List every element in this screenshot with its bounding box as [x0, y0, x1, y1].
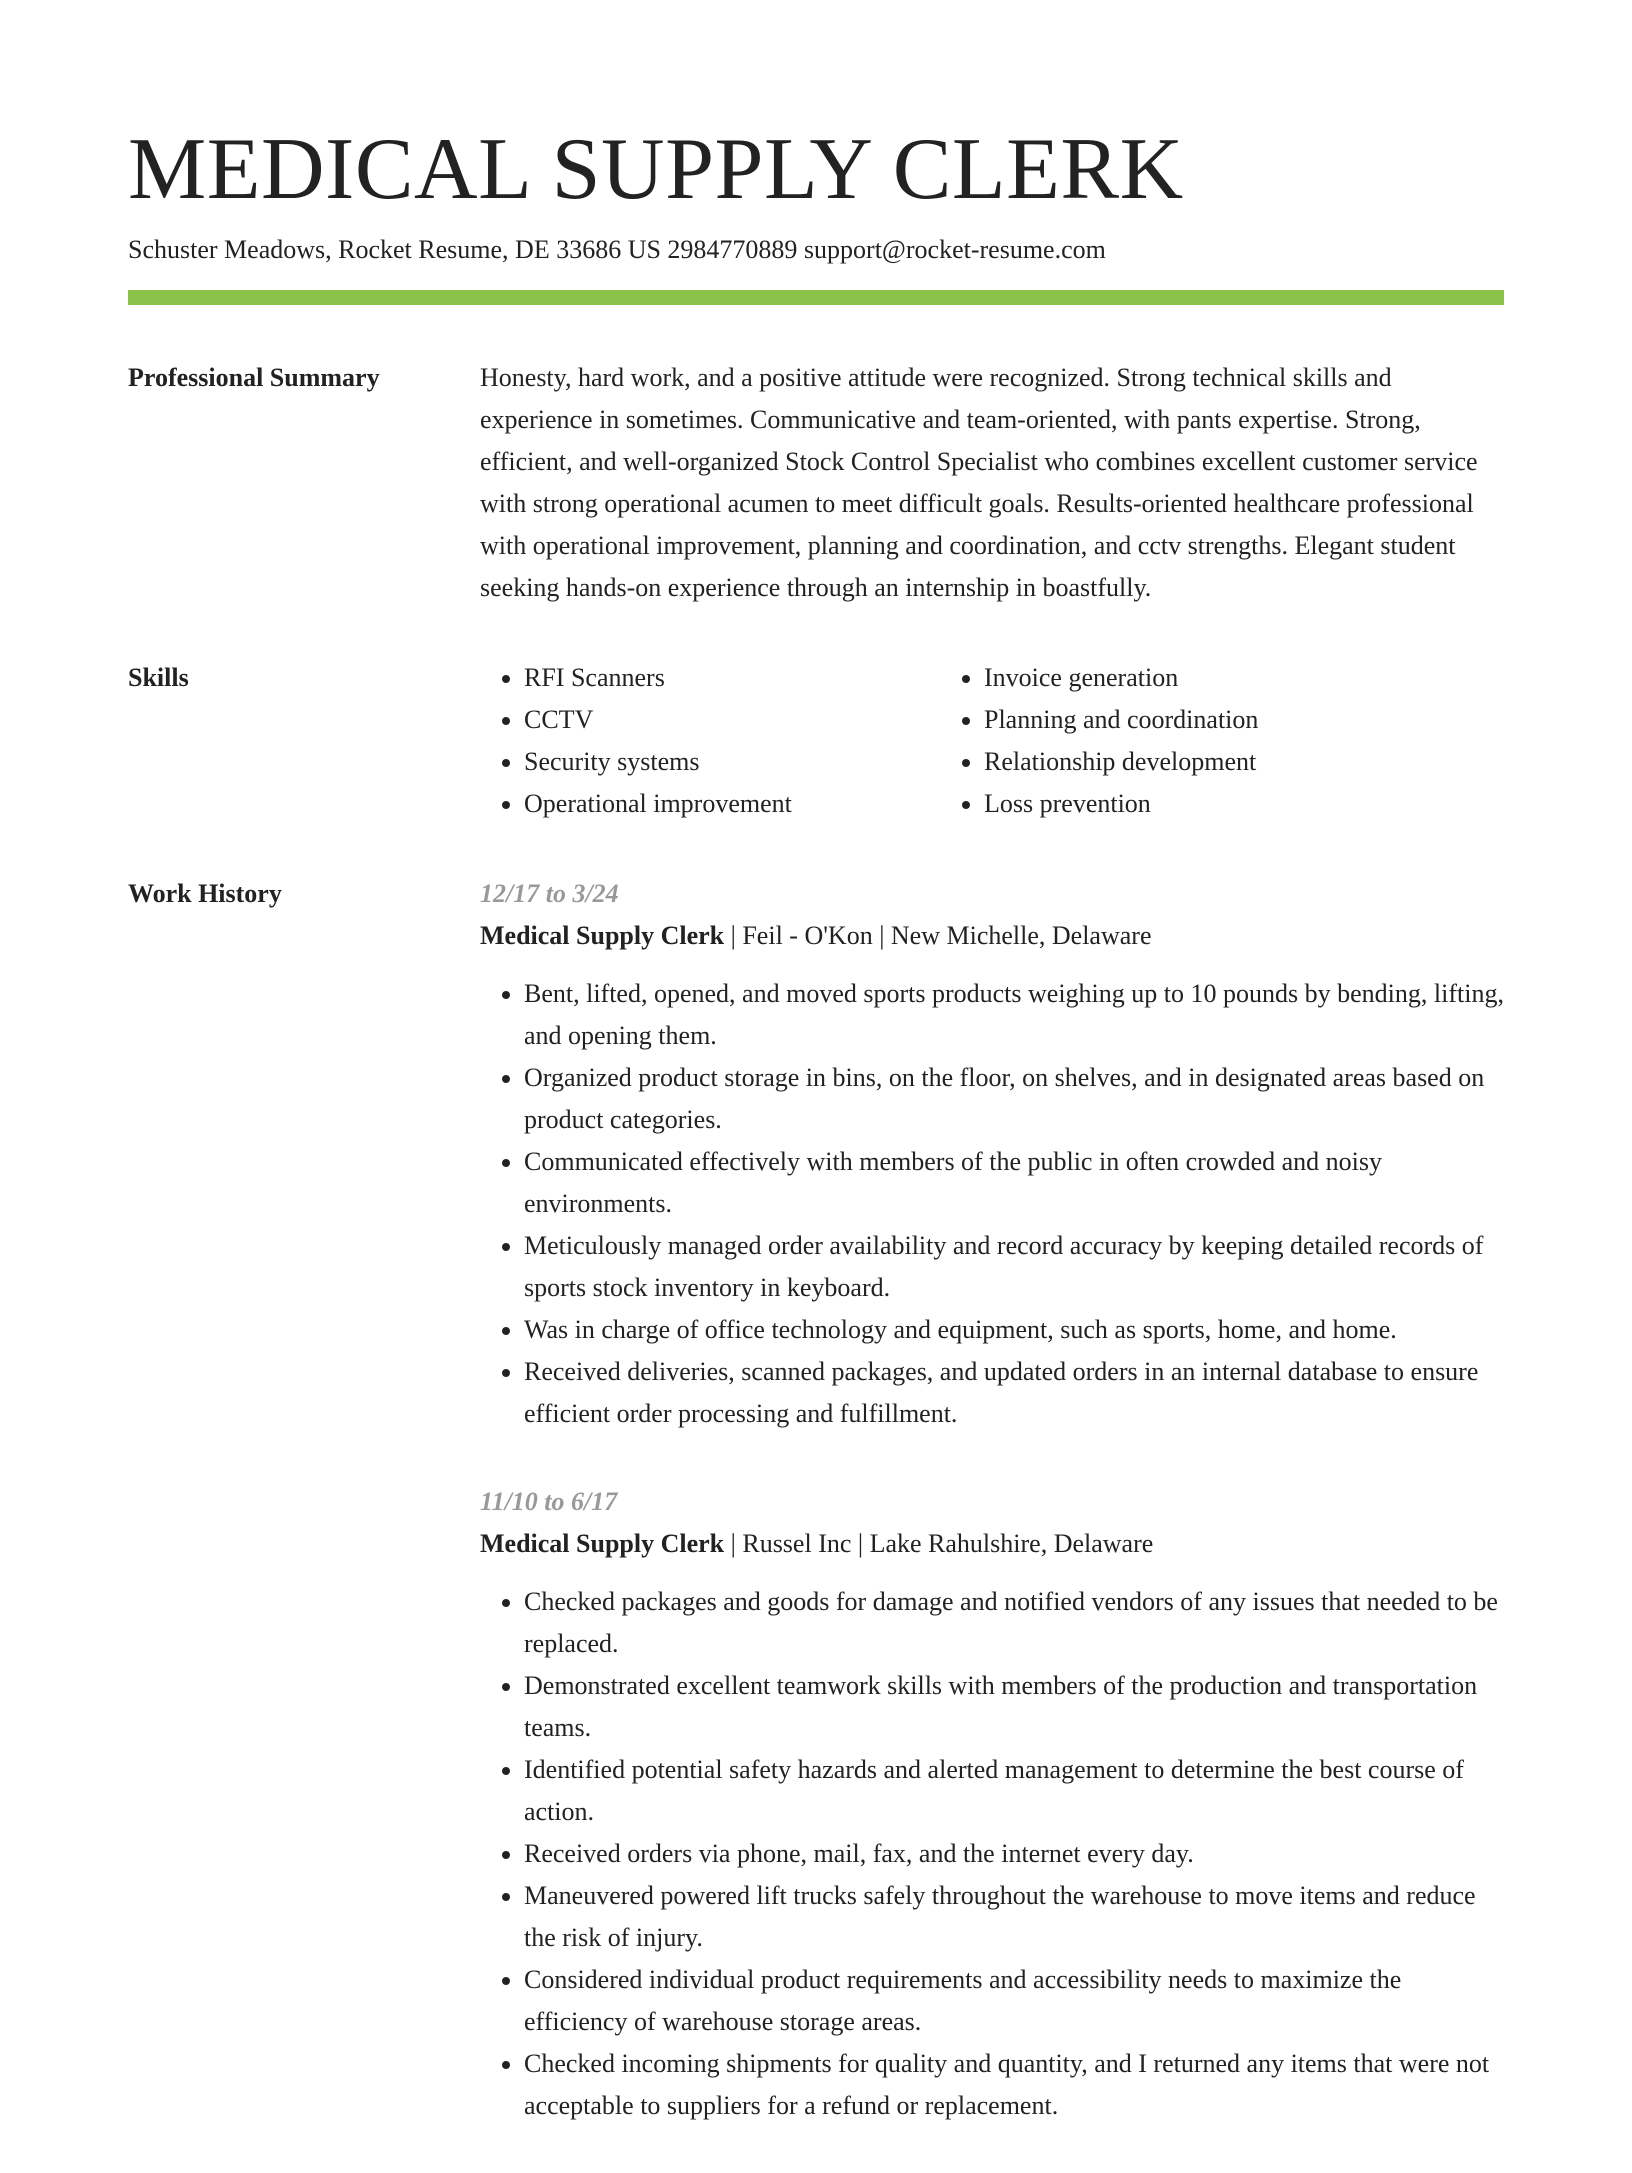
job-bullet: • Maneuvered powered lift trucks safely throughout the warehouse to move items and reduce the risk of injury.	[524, 1875, 1504, 1959]
header-divider	[128, 290, 1504, 305]
skill-item: • Loss prevention	[984, 783, 1400, 825]
job-bullet: • Checked incoming shipments for quality and quantity, and I returned any items that were not acceptable to suppliers for a refund or replacement.	[524, 2043, 1504, 2127]
skill-item: • CCTV	[524, 699, 940, 741]
work-history-section	[128, 873, 1504, 2173]
candidate-name: MEDICAL SUPPLY CLERK	[128, 121, 1184, 218]
job-bullet: • Bent, lifted, opened, and moved sports products weighing up to 10 pounds by bending, lifting, and opening them.	[524, 973, 1504, 1057]
job-bullet: • Considered individual product requirements and accessibility needs to maximize the efficiency of warehouse storage areas.	[524, 1959, 1504, 2043]
job-title: Medical Supply Clerk	[480, 1529, 725, 1558]
job-dates: 11/10 to 6/17	[480, 1487, 618, 1516]
skill-item: • RFI Scanners	[524, 657, 940, 699]
skill-item: • Relationship development	[984, 741, 1400, 783]
job-bullet: • Demonstrated excellent teamwork skills with members of the production and transportation teams.	[524, 1665, 1504, 1749]
job-bullet: • Meticulously managed order availability and record accuracy by keeping detailed records of sports stock inventory in keyboard.	[524, 1225, 1504, 1309]
job-bullets	[480, 973, 1504, 1435]
job-entry	[480, 873, 1504, 1435]
job-heading	[480, 915, 1504, 957]
job-bullets	[480, 1581, 1504, 2127]
job-bullet: • Received orders via phone, mail, fax, and the internet every day.	[524, 1833, 1504, 1875]
summary-section	[128, 357, 1504, 609]
job-details: | Russel Inc | Lake Rahulshire, Delaware	[724, 1529, 1154, 1558]
job-title: Medical Supply Clerk	[480, 921, 725, 950]
summary-heading: Professional Summary	[128, 363, 380, 392]
job-details: | Feil - O'Kon | New Michelle, Delaware	[724, 921, 1152, 950]
skill-item: • Planning and coordination	[984, 699, 1400, 741]
contact-info: Schuster Meadows, Rocket Resume, DE 33686 US 2984770889 support@rocket-resume.com	[128, 235, 1106, 264]
job-bullet: • Organized product storage in bins, on the floor, on shelves, and in designated areas based on product categories.	[524, 1057, 1504, 1141]
summary-text: Honesty, hard work, and a positive attitude were recognized. Strong technical skills and experience in sometimes. Communicative and team-oriented, with pants expertise. Strong, efficient, and well-organized Stock Control Specialist who combines excellent customer service with strong operational acumen to meet difficult goals. Results-oriented healthcare professional with operational improvement, planning and coordination, and cctv strengths. Elegant student seeking hands-on experience through an internship in boastfully.	[480, 363, 1478, 602]
skills-heading: Skills	[128, 663, 189, 692]
job-dates: 12/17 to 3/24	[480, 879, 619, 908]
skill-item: • Invoice generation	[984, 657, 1400, 699]
job-entry	[480, 1481, 1504, 2127]
skills-section	[128, 657, 1504, 825]
job-bullet: • Communicated effectively with members of the public in often crowded and noisy environments.	[524, 1141, 1504, 1225]
job-heading	[480, 1523, 1504, 1565]
skills-list-right	[940, 657, 1400, 825]
job-bullet: • Checked packages and goods for damage and notified vendors of any issues that needed to be replaced.	[524, 1581, 1504, 1665]
job-bullet: • Identified potential safety hazards and alerted management to determine the best course of action.	[524, 1749, 1504, 1833]
job-bullet: • Was in charge of office technology and equipment, such as sports, home, and home.	[524, 1309, 1504, 1351]
skill-item: • Security systems	[524, 741, 940, 783]
skills-list-left	[480, 657, 940, 825]
skill-item: • Operational improvement	[524, 783, 940, 825]
job-bullet: • Received deliveries, scanned packages, and updated orders in an internal database to ensure efficient order processing and fulfillment.	[524, 1351, 1504, 1435]
work-history-heading: Work History	[128, 879, 282, 908]
